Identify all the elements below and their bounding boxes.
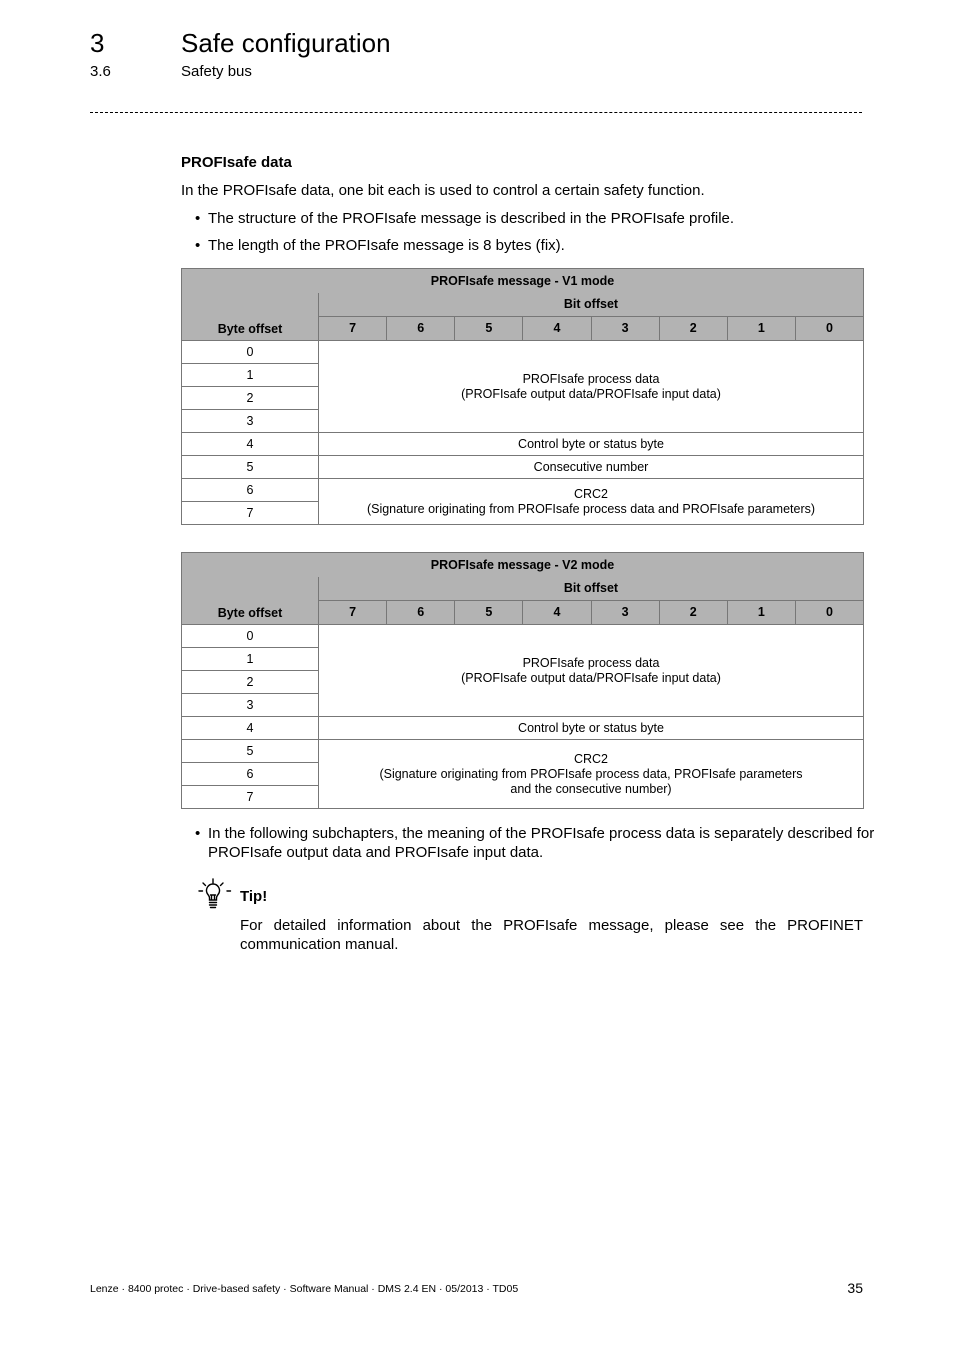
bullet-marker: • — [195, 237, 201, 254]
bullet-marker: • — [195, 210, 201, 227]
control-byte-cell: Control byte or status byte — [319, 433, 864, 456]
chapter-title: Safe configuration — [181, 28, 391, 58]
byte-offset-cell: 5 — [182, 740, 319, 763]
bit-header: 4 — [523, 317, 591, 341]
byte-offset-cell: 1 — [182, 364, 319, 387]
table-row — [182, 740, 864, 763]
bit-header: 0 — [795, 317, 863, 341]
bit-header: 1 — [727, 317, 795, 341]
process-data-cell: PROFIsafe process data (PROFIsafe output data/PROFIsafe input data) — [319, 625, 864, 717]
bit-header: 6 — [387, 317, 455, 341]
bit-header: 2 — [659, 317, 727, 341]
bit-offset-header: Bit offset — [319, 577, 864, 601]
byte-offset-cell: 6 — [182, 763, 319, 786]
bullet-text: In the following subchapters, the meaning of the PROFIsafe process data is separately described for PROFIsafe output data and PROFIsafe input data. — [208, 825, 875, 861]
table-row — [182, 625, 864, 648]
byte-offset-cell: 7 — [182, 786, 319, 809]
bullet-text: The length of the PROFIsafe message is 8 bytes (fix). — [208, 237, 565, 254]
table-row — [182, 456, 864, 479]
bullet-item — [181, 209, 890, 228]
byte-offset-cell: 6 — [182, 479, 319, 502]
bit-offset-header: Bit offset — [319, 293, 864, 317]
lightbulb-icon — [197, 877, 233, 913]
footer-text: Lenze · 8400 protec · Drive-based safety · Software Manual · DMS 2.4 EN · 05/2013 · TD05 — [90, 1283, 519, 1295]
section-heading: PROFIsafe data — [181, 154, 292, 171]
bit-header: 4 — [523, 601, 591, 625]
bit-header: 2 — [659, 601, 727, 625]
table-row — [182, 479, 864, 502]
consecutive-number-cell: Consecutive number — [319, 456, 864, 479]
byte-offset-cell: 0 — [182, 341, 319, 364]
section-number: 3.6 — [90, 63, 111, 80]
chapter-number: 3 — [90, 28, 105, 58]
bullet-item — [181, 824, 890, 862]
byte-offset-cell: 2 — [182, 671, 319, 694]
bullet-item — [181, 236, 890, 255]
page-number: 35 — [847, 1280, 863, 1296]
bit-header: 0 — [795, 601, 863, 625]
byte-offset-header: Byte offset — [182, 293, 319, 341]
byte-offset-cell: 7 — [182, 502, 319, 525]
section-title: Safety bus — [181, 63, 252, 80]
byte-offset-cell: 4 — [182, 717, 319, 740]
table-row — [182, 341, 864, 364]
profisafe-v1-table — [181, 268, 864, 525]
crc2-cell: CRC2 (Signature originating from PROFIsafe process data, PROFIsafe parameters and the consecutive number) — [319, 740, 864, 809]
table-row — [182, 433, 864, 456]
control-byte-cell: Control byte or status byte — [319, 717, 864, 740]
byte-offset-cell: 1 — [182, 648, 319, 671]
byte-offset-cell: 3 — [182, 694, 319, 717]
byte-offset-cell: 5 — [182, 456, 319, 479]
process-data-cell: PROFIsafe process data (PROFIsafe output data/PROFIsafe input data) — [319, 341, 864, 433]
bit-header: 7 — [319, 317, 387, 341]
tip-label: Tip! — [240, 888, 268, 905]
bullet-marker: • — [195, 825, 201, 842]
bullet-text: The structure of the PROFIsafe message is described in the PROFIsafe profile. — [208, 210, 735, 227]
byte-offset-cell: 4 — [182, 433, 319, 456]
header-divider — [90, 112, 862, 113]
byte-offset-cell: 2 — [182, 387, 319, 410]
table-row — [182, 717, 864, 740]
crc2-cell: CRC2 (Signature originating from PROFIsafe process data and PROFIsafe parameters) — [319, 479, 864, 525]
bit-header: 3 — [591, 317, 659, 341]
table-title: PROFIsafe message - V1 mode — [182, 269, 864, 294]
intro-paragraph: In the PROFIsafe data, one bit each is used to control a certain safety function. — [181, 182, 705, 199]
bit-header: 5 — [455, 317, 523, 341]
bit-header: 1 — [727, 601, 795, 625]
byte-offset-cell: 0 — [182, 625, 319, 648]
bit-header: 7 — [319, 601, 387, 625]
bit-header: 3 — [591, 601, 659, 625]
byte-offset-header: Byte offset — [182, 577, 319, 625]
table-title: PROFIsafe message - V2 mode — [182, 553, 864, 578]
tip-text: For detailed information about the PROFIsafe message, please see the PROFINET communication manual. — [240, 917, 863, 953]
bit-header: 6 — [387, 601, 455, 625]
profisafe-v2-table — [181, 552, 864, 809]
byte-offset-cell: 3 — [182, 410, 319, 433]
bit-header: 5 — [455, 601, 523, 625]
